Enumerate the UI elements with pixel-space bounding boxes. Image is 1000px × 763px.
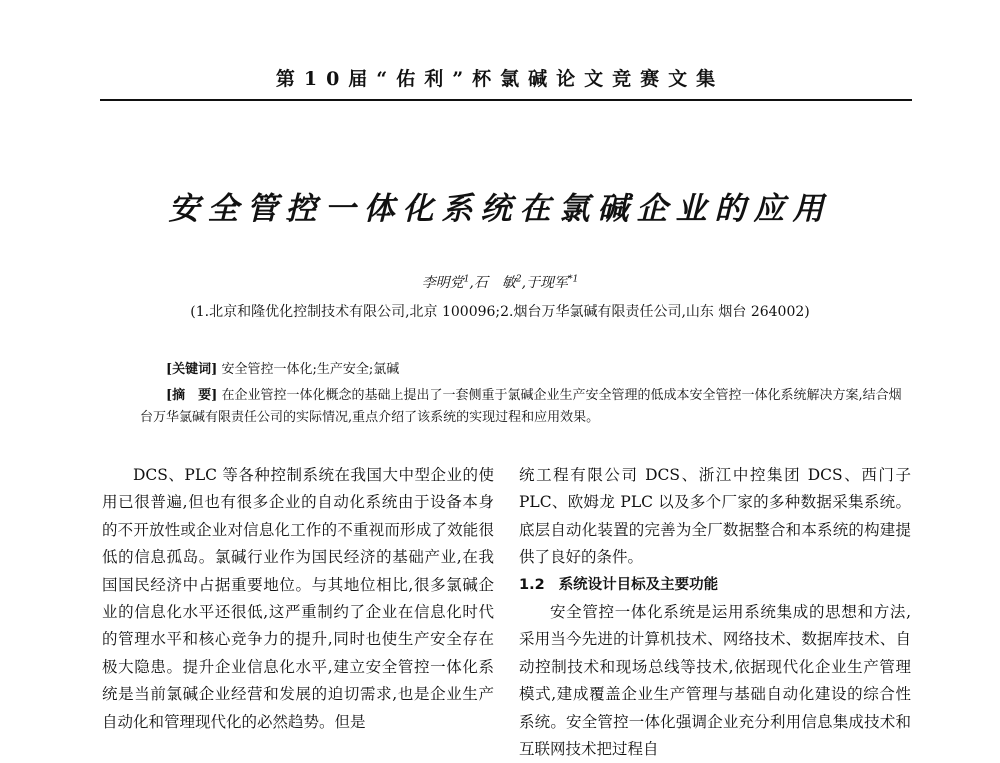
keywords-label: [关键词] xyxy=(166,362,218,377)
abstract-label: [摘 要] xyxy=(166,388,218,403)
abstract xyxy=(140,385,910,429)
author-line: 李明党$^1$,石 敏$^2$,于现军$^{*1}$ xyxy=(421,274,579,291)
section-title: 系统设计目标及主要功能 xyxy=(558,576,719,593)
journal-header: 第10届“佑利”杯氯碱论文竞赛文集 xyxy=(275,68,725,90)
author-mark: 2 xyxy=(515,274,522,285)
header-rule xyxy=(100,99,912,101)
abstract-text: 在企业管控一体化概念的基础上提出了一套侧重于氯碱企业生产安全管理的低成本安全管控一体化系统解决方案,结合烟台万华氯碱有限责任公司的实际情况,重点介绍了该系统的实现过程和应用效果。 xyxy=(140,388,902,425)
right-column xyxy=(519,462,911,763)
keywords-text: 安全管控一体化;生产安全;氯碱 xyxy=(221,362,400,377)
body-paragraph: DCS、PLC 等各种控制系统在我国大中型企业的使用已很普遍,但也有很多企业的自动化系统由于设备本身的不开放性或企业对信息化工作的不重视而形成了效能很低的信息孤岛。氯碱行业作为国民经济的基础产业,在我国国民经济中占据重要地位。与其地位相比,很多氯碱企业的信息化水平还很低,这严重制约了企业在信息化时代的管理水平和核心竞争力的提升,同时也使生产安全存在极大隐患。提升企业信息化水平,建立安全管控一体化系统是当前氯碱企业经营和发展的迫切需求,也是企业生产自动化和管理现代化的必然趋势。但是 xyxy=(102,466,494,731)
author-mark: *1 xyxy=(568,274,579,285)
keywords xyxy=(166,358,926,377)
section-number: 1.2 xyxy=(519,576,545,593)
section-heading xyxy=(519,572,911,599)
author-mark: 1 xyxy=(463,274,470,285)
author-name: 于现军 xyxy=(526,275,569,291)
author-name: 石 敏 xyxy=(473,275,516,291)
left-column xyxy=(102,462,494,736)
body-paragraph: 安全管控一体化系统是运用系统集成的思想和方法,采用当今先进的计算机技术、网络技术、数据库技术、自动控制技术和现场总线等技术,依据现代化企业生产管理模式,建成覆盖企业生产管理与基础自动化建设的综合性系统。安全管控一体化强调企业充分利用信息集成技术和互联网技术把过程自 xyxy=(519,603,911,759)
body-paragraph-continued: 统工程有限公司 DCS、浙江中控集团 DCS、西门子 PLC、欧姆龙 PLC 以及多个厂家的多种数据采集系统。底层自动化装置的完善为全厂数据整合和本系统的构建提供了良好的条件。 xyxy=(519,466,911,567)
affiliations: (1.北京和隆优化控制技术有限公司,北京 100096;2.烟台万华氯碱有限责任公司,山东 烟台 264002) xyxy=(190,304,810,320)
article-title: 安全管控一体化系统在氯碱企业的应用 xyxy=(168,191,832,227)
author-name: 李明党 xyxy=(421,275,464,291)
